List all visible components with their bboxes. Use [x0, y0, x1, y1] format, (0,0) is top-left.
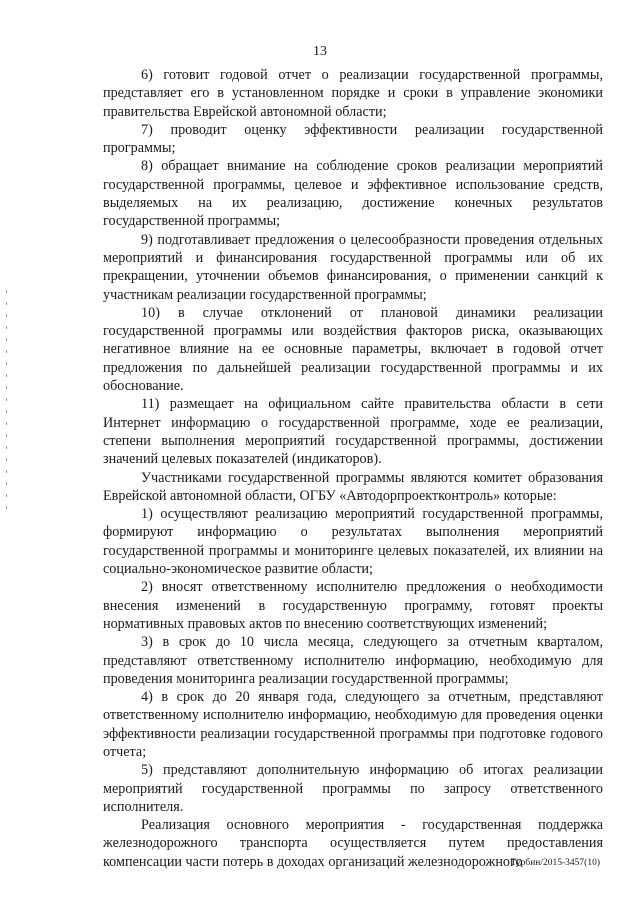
- page-number: 13: [313, 44, 327, 59]
- paragraph-item-9: 9) подготавливает предложения о целесообразности проведения отдельных мероприятий и финансирования государственной программы или об их прекращении, уточнении объемов финансирования, о применении санкций к участникам реализации государственной программы;: [103, 231, 603, 303]
- participant-duty-5: 5) представляют дополнительную информацию об итогах реализации мероприятий государственной программы по запросу ответственного исполнителя.: [103, 762, 603, 815]
- participants-paragraph: Участниками государственной программы являются комитет образования Еврейской автономной области, ОГБУ «Автодорпроектконтроль» которые:: [103, 469, 603, 504]
- paragraph-item-7: 7) проводит оценку эффективности реализации государственной программы;: [103, 121, 603, 157]
- margin-marks: [6, 290, 10, 540]
- railway-support-paragraph: Реализация основного мероприятия - государственная поддержка железнодорожного транспорта осуществляется путем предоставления компенсации части потерь в доходах организаций железнодорожного: [103, 817, 603, 870]
- paragraph-item-11: 11) размещает на официальном сайте правительства области в сети Интернет информацию о государственной программе, ходе ее реализации, степени выполнения мероприятий государственной программы, достижении значений целевых показателей (индикаторов).: [103, 396, 603, 468]
- paragraph-item-10: 10) в случае отклонений от плановой динамики реализации государственной программы или воздействия факторов риска, оказывающих негативное влияние на ее основные параметры, включает в годовой отчет предложения по дальнейшей реализации государственной программы и их обоснование.: [103, 304, 603, 395]
- paragraph-item-6: 6) готовит годовой отчет о реализации государственной программы, представляет его в установленном порядке и сроки в управление экономики правительства Еврейской автономной области;: [103, 67, 603, 120]
- document-body: [103, 66, 603, 871]
- participant-duty-3: 3) в срок до 10 числа месяца, следующего за отчетным кварталом, представляют ответственному исполнителю информацию, необходимую для проведения мониторинга реализации государственной программы;: [103, 634, 603, 687]
- paragraph-item-8: 8) обращает внимание на соблюдение сроков реализации мероприятий государственной программы, целевое и эффективное использование средств, выделяемых на их реализацию, достижение конечных результатов государственной программы;: [103, 158, 603, 230]
- participant-duty-2: 2) вносят ответственному исполнителю предложения о необходимости внесения изменений в государственную программу, готовят проекты нормативных правовых актов по внесению соответствующих изменений;: [103, 579, 603, 632]
- document-code: Турбин/2015-3457(10): [510, 858, 600, 868]
- participant-duty-4: 4) в срок до 20 января года, следующего за отчетным, представляют ответственному исполнителю информацию, необходимую для проведения оценки эффективности реализации государственной программы при подготовке годового отчета;: [103, 689, 603, 760]
- participant-duty-1: 1) осуществляют реализацию мероприятий государственной программы, формируют информацию о результатах выполнения мероприятий государственной программы и мониторинге целевых показателей, их влиянии на социально-экономическое развитие области;: [103, 506, 603, 578]
